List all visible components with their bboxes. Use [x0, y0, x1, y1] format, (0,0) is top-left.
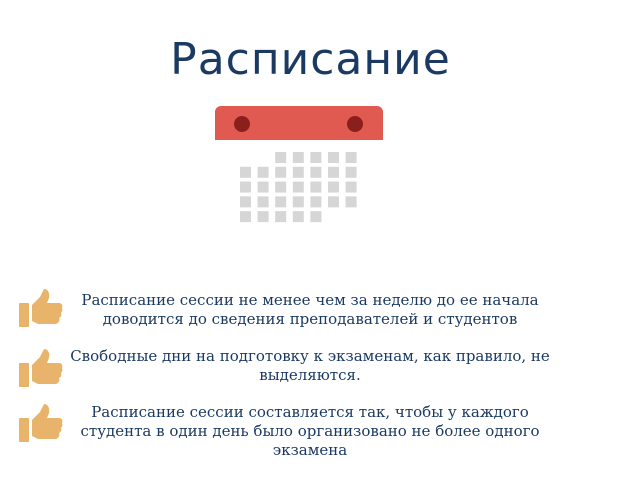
- calendar-day: [258, 167, 269, 178]
- calendar-day: [293, 167, 304, 178]
- calendar-day: [293, 152, 304, 163]
- thumbs-up-icon: [18, 288, 64, 328]
- list-item: [0, 342, 621, 402]
- calendar-day: [293, 182, 304, 193]
- calendar-ring-right: [347, 116, 363, 132]
- calendar-ring-left: [234, 116, 250, 132]
- item-text: Свободные дни на подготовку к экзаменам, как правило, не выделяются.: [70, 347, 550, 384]
- calendar-day: [240, 196, 251, 207]
- calendar-day: [275, 182, 286, 193]
- calendar-day: [275, 211, 286, 222]
- calendar-day: [275, 152, 286, 163]
- calendar-day: [328, 152, 339, 163]
- thumbs-up-icon: [18, 348, 64, 388]
- calendar-day: [258, 196, 269, 207]
- calendar-day: [310, 167, 321, 178]
- calendar-day: [240, 182, 251, 193]
- calendar-day: [240, 167, 251, 178]
- item-text: Расписание сессии составляется так, чтобы у каждого студента в один день было организовано не более одного экзамена: [80, 403, 540, 459]
- calendar-day: [346, 182, 357, 193]
- calendar-day: [328, 196, 339, 207]
- calendar-day: [275, 167, 286, 178]
- calendar-day: [346, 167, 357, 178]
- thumbs-up-icon: [18, 403, 64, 443]
- calendar-day: [328, 167, 339, 178]
- calendar-day: [275, 196, 286, 207]
- calendar-day: [310, 211, 321, 222]
- calendar-day: [328, 182, 339, 193]
- calendar-icon: [215, 106, 383, 226]
- item-text: Расписание сессии не менее чем за неделю до ее начала доводится до сведения преподавателей и студентов: [81, 291, 539, 328]
- calendar-day: [346, 196, 357, 207]
- calendar-day: [293, 196, 304, 207]
- calendar-day: [293, 211, 304, 222]
- page-title: Расписание: [170, 34, 451, 85]
- calendar-day: [310, 152, 321, 163]
- calendar-day: [310, 182, 321, 193]
- calendar-day: [346, 152, 357, 163]
- calendar-day: [258, 211, 269, 222]
- calendar-day: [240, 211, 251, 222]
- calendar-day: [258, 182, 269, 193]
- calendar-day: [310, 196, 321, 207]
- calendar-day-grid: [240, 152, 357, 222]
- list-item: [0, 400, 621, 460]
- list-item: [0, 282, 621, 342]
